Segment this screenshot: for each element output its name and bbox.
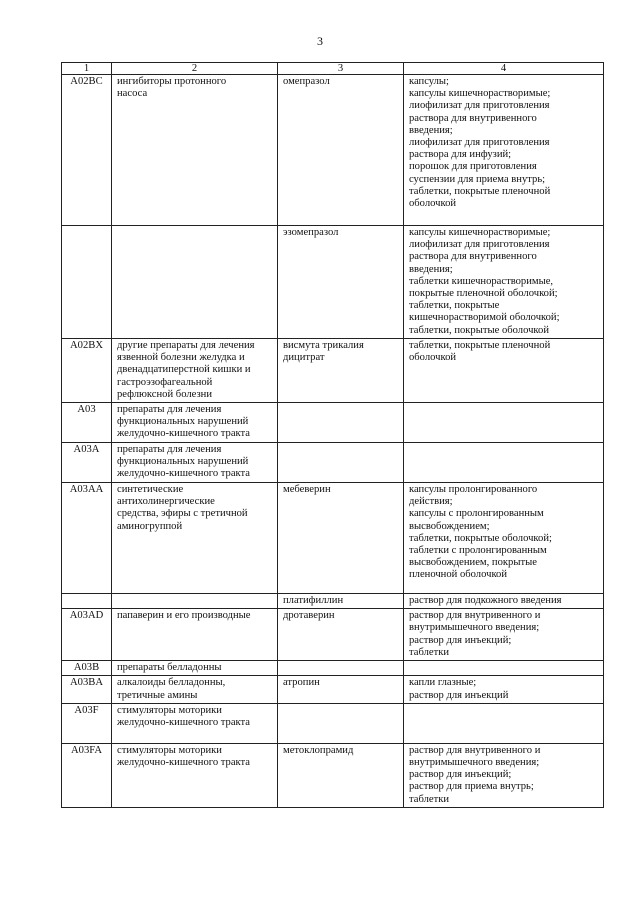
drug-name-line: висмута трикалия <box>283 340 364 351</box>
atc-code-cell: A03BA <box>62 676 112 703</box>
dosage-forms-line: раствор для приема внутрь; <box>409 781 534 793</box>
group-name-cell <box>112 443 278 483</box>
table-row <box>62 75 604 226</box>
drug-name-cell <box>278 339 404 403</box>
drug-name-line: платифиллин <box>283 595 344 607</box>
dosage-forms-line: порошок для приготовления <box>409 161 537 173</box>
table-row <box>62 339 604 403</box>
dosage-forms-line: раствор для инъекций; <box>409 634 512 646</box>
dosage-forms-line: таблетки кишечнорастворимые, <box>409 275 554 287</box>
drug-name-cell <box>278 743 404 807</box>
group-name-line: желудочно-кишечного тракта <box>117 717 250 729</box>
table-header-row <box>62 63 604 75</box>
group-name-cell <box>112 403 278 443</box>
group-name-line: рефлюксной болезни <box>117 388 212 400</box>
group-name-line: препараты белладонны <box>117 662 222 674</box>
dosage-forms-cell <box>404 403 604 443</box>
dosage-forms-line: раствор для инъекций <box>409 689 509 701</box>
dosage-forms-line: кишечнорастворимой оболочкой; <box>409 312 560 324</box>
dosage-forms-line: раствор для подкожного введения <box>409 595 562 607</box>
table-row <box>62 443 604 483</box>
dosage-forms-line: внутримышечного введения; <box>409 622 540 634</box>
table-row <box>62 609 604 661</box>
atc-code-cell <box>62 594 112 609</box>
dosage-forms-cell <box>404 75 604 226</box>
drug-name-cell <box>278 75 404 226</box>
table-row <box>62 676 604 703</box>
dosage-forms-line: таблетки, покрытые оболочкой <box>409 324 549 336</box>
dosage-forms-line: суспензии для приема внутрь; <box>409 173 546 185</box>
dosage-forms-line: раствора для внутривенного <box>409 251 537 263</box>
atc-code-cell: A02BX <box>62 339 112 403</box>
dosage-forms-line: введения; <box>409 263 453 275</box>
group-name-line: гастроэзофагеальной <box>117 376 213 388</box>
dosage-forms-cell <box>404 661 604 676</box>
dosage-forms-cell <box>404 743 604 807</box>
group-name-line: антихолинергические <box>117 496 215 508</box>
group-name-cell <box>112 339 278 403</box>
group-name-line: ингибиторы протонного <box>117 76 227 87</box>
group-name-line: функциональных нарушений <box>117 456 249 468</box>
atc-code-cell: A03F <box>62 703 112 743</box>
table-row <box>62 594 604 609</box>
dosage-forms-line: таблетки с пролонгированным <box>409 545 547 557</box>
atc-code-cell: A03AA <box>62 483 112 594</box>
group-name-cell <box>112 676 278 703</box>
dosage-forms-line: капли глазные; <box>409 677 477 689</box>
dosage-forms-line: раствор для инъекций; <box>409 769 512 781</box>
dosage-forms-line: капсулы пролонгированного <box>409 484 538 496</box>
drug-name-cell <box>278 403 404 443</box>
group-name-line: аминогруппой <box>117 520 183 532</box>
dosage-forms-line: внутримышечного введения; <box>409 757 540 769</box>
dosage-forms-line: покрытые пленочной оболочкой; <box>409 288 558 300</box>
group-name-line: язвенной болезни желудка и <box>117 352 245 364</box>
group-name-line: желудочно-кишечного тракта <box>117 757 250 769</box>
group-name-line: третичные амины <box>117 689 198 701</box>
dosage-forms-line: оболочкой <box>409 198 457 210</box>
column-header-3: 3 <box>278 63 404 75</box>
drug-name-cell <box>278 609 404 661</box>
atc-code-cell <box>62 226 112 339</box>
group-name-line: алкалоиды белладонны, <box>117 677 226 689</box>
dosage-forms-cell <box>404 594 604 609</box>
group-name-line: желудочно-кишечного тракта <box>117 468 250 480</box>
dosage-forms-cell <box>404 339 604 403</box>
drug-name-line: омепразол <box>283 76 330 87</box>
dosage-forms-line: раствора для инфузий; <box>409 149 512 161</box>
group-name-cell <box>112 594 278 609</box>
table-row <box>62 703 604 743</box>
dosage-forms-line: высвобождением, покрытые <box>409 557 537 569</box>
atc-code-cell: A03FA <box>62 743 112 807</box>
dosage-forms-cell <box>404 676 604 703</box>
dosage-forms-line: таблетки <box>409 793 450 805</box>
group-name-line: стимуляторы моторики <box>117 704 222 716</box>
group-name-cell <box>112 226 278 339</box>
drug-name-cell <box>278 703 404 743</box>
column-header-4: 4 <box>404 63 604 75</box>
drug-name-cell <box>278 661 404 676</box>
dosage-forms-line: капсулы; <box>409 76 449 87</box>
group-name-cell <box>112 75 278 226</box>
dosage-forms-line: капсулы кишечнорастворимые; <box>409 88 551 100</box>
dosage-forms-line: таблетки <box>409 646 450 658</box>
group-name-line: другие препараты для лечения <box>117 340 255 351</box>
group-name-cell <box>112 703 278 743</box>
drug-name-cell <box>278 226 404 339</box>
dosage-forms-cell <box>404 483 604 594</box>
dosage-forms-line: лиофилизат для приготовления <box>409 137 550 149</box>
atc-code-cell: A03AD <box>62 609 112 661</box>
page-number: 3 <box>317 34 323 48</box>
group-name-line: функциональных нарушений <box>117 416 249 428</box>
group-name-cell <box>112 743 278 807</box>
drug-name-cell <box>278 443 404 483</box>
drug-name-line: метоклопрамид <box>283 744 354 756</box>
atc-code-cell: A03B <box>62 661 112 676</box>
group-name-line: насоса <box>117 88 148 100</box>
atc-code-cell: A03 <box>62 403 112 443</box>
dosage-forms-line: лиофилизат для приготовления <box>409 239 550 251</box>
dosage-forms-line: оболочкой <box>409 352 457 364</box>
dosage-forms-line: таблетки, покрытые оболочкой; <box>409 532 552 544</box>
table-row <box>62 743 604 807</box>
table-row <box>62 226 604 339</box>
drug-name-cell <box>278 594 404 609</box>
atc-code-cell: A03A <box>62 443 112 483</box>
dosage-forms-line: раствора для внутривенного <box>409 112 537 124</box>
dosage-forms-line: капсулы с пролонгированным <box>409 508 544 520</box>
dosage-forms-line: введения; <box>409 124 453 136</box>
dosage-forms-line: лиофилизат для приготовления <box>409 100 550 112</box>
column-header-2: 2 <box>112 63 278 75</box>
group-name-line: средства, эфиры с третичной <box>117 508 248 520</box>
drug-name-cell <box>278 483 404 594</box>
group-name-line: желудочно-кишечного тракта <box>117 428 250 440</box>
dosage-forms-line: таблетки, покрытые <box>409 300 500 312</box>
drug-name-line: атропин <box>283 677 320 689</box>
dosage-forms-line: капсулы кишечнорастворимые; <box>409 227 551 238</box>
drug-name-line: мебеверин <box>283 484 331 496</box>
dosage-forms-cell <box>404 609 604 661</box>
dosage-forms-cell <box>404 443 604 483</box>
group-name-line: препараты для лечения <box>117 444 222 456</box>
column-header-1: 1 <box>62 63 112 75</box>
table-row <box>62 483 604 594</box>
group-name-cell <box>112 609 278 661</box>
drug-name-line: дротаверин <box>283 610 335 622</box>
table-row <box>62 661 604 676</box>
group-name-cell <box>112 483 278 594</box>
table-row <box>62 403 604 443</box>
drug-name-line: эзомепразол <box>283 227 339 238</box>
dosage-forms-line: таблетки, покрытые пленочной <box>409 185 551 197</box>
group-name-cell <box>112 661 278 676</box>
dosage-forms-cell <box>404 703 604 743</box>
group-name-line: стимуляторы моторики <box>117 744 222 756</box>
dosage-forms-line: действия; <box>409 496 453 508</box>
group-name-line: препараты для лечения <box>117 404 222 416</box>
dosage-forms-line: раствор для внутривенного и <box>409 744 541 756</box>
drug-name-line: дицитрат <box>283 352 325 364</box>
dosage-forms-line: высвобождением; <box>409 520 490 532</box>
group-name-line: двенадцатиперстной кишки и <box>117 364 251 376</box>
drug-name-cell <box>278 676 404 703</box>
group-name-line: папаверин и его производные <box>117 610 251 622</box>
group-name-line: синтетические <box>117 484 184 496</box>
dosage-forms-cell <box>404 226 604 339</box>
dosage-forms-line: таблетки, покрытые пленочной <box>409 340 551 351</box>
dosage-forms-line: раствор для внутривенного и <box>409 610 541 622</box>
atc-code-cell: A02BC <box>62 75 112 226</box>
drug-classification-table <box>61 62 604 808</box>
dosage-forms-line: пленочной оболочкой <box>409 569 508 581</box>
